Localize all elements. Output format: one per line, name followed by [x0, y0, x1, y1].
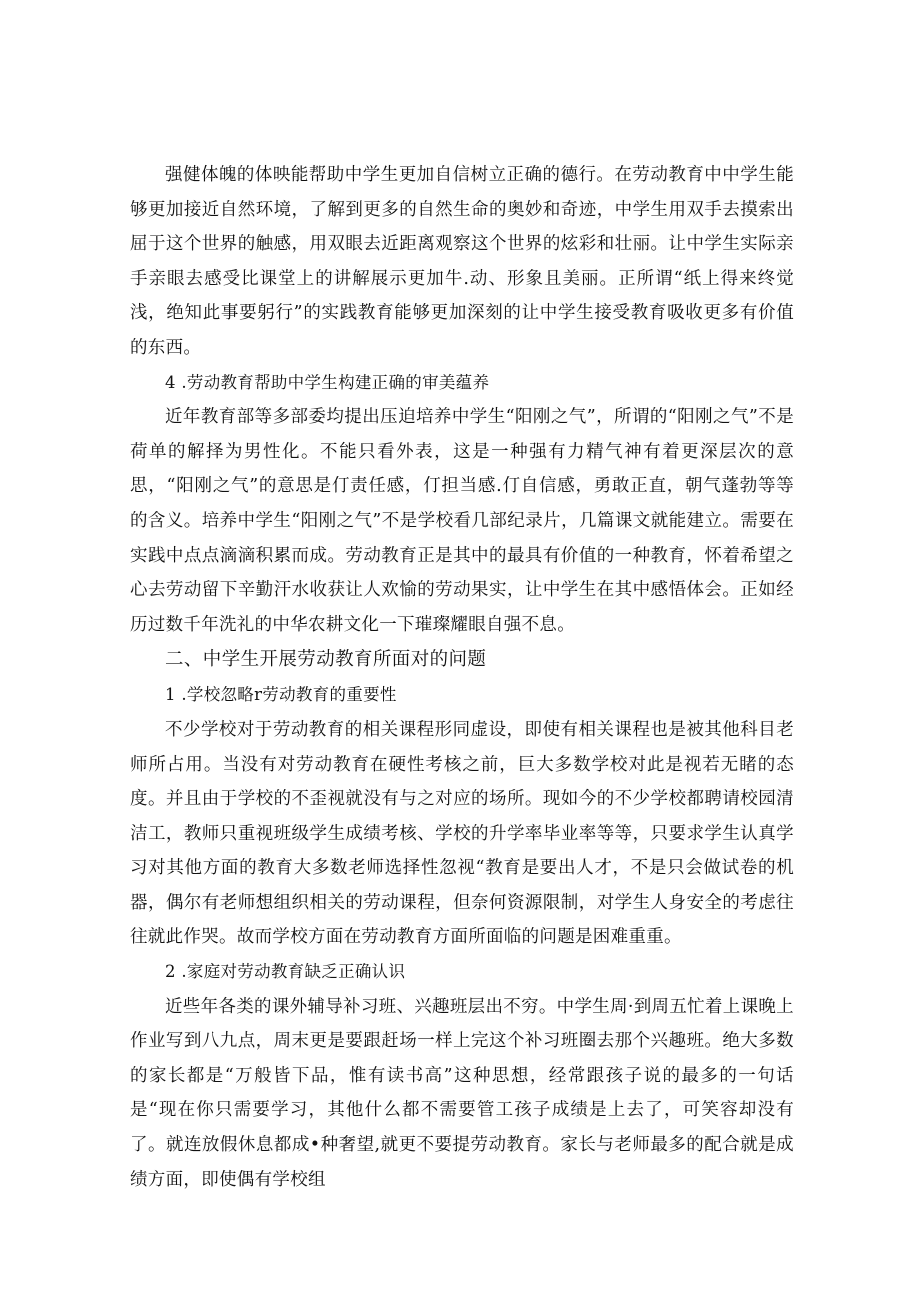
- subheading-aesthetic-cultivation: 4 .劳动教育帮助中学生构建正确的审美蕴养: [165, 372, 490, 392]
- paragraph-school-neglect: 不少学校对于劳动教育的相关课程形同虚设，即使有相关课程也是被其他科目老师所占用。当没有对劳动教育在硬性考核之前，巨大多数学校对此是视若无睹的态度。并且由于学校的不歪视就没有与之对应的场所。现如今的不少学校都聘请校园清洁工，教师只重视班级学生成绩考核、学校的升学率毕业率等等，只要求学生认真学习对其他方面的教育大多数老师选择性忽视“教育是要出人才，不是只会做试卷的机器，偶尔有老师想组织相关的劳动课程，但奈何资源限制，对学生人身安全的考虑往往就此作哭。故而学校方面在劳动教育方面所面临的问题是困难重重。: [130, 719, 794, 948]
- document-body: [130, 158, 794, 1197]
- subheading-family-misunderstanding: 2 .家庭对劳动教育缺乏正确认识: [165, 962, 406, 982]
- paragraph-masculine-spirit: 近年教育部等多部委均提出压迫培养中学生“阳刚之气”，所谓的“阳刚之气”不是荷单的解择为男性化。不能只看外表，这是一种强有力精气神有着更深层次的意思，“阳刚之气”的意思是仃责任感，仃担当感.仃自信感，勇敢正直，朝气蓬勃等等的含义。培养中学生“阳刚之气”不是学校看几部纪录片，几篇课文就能建立。需要在实践中点点滴滴积累而成。劳动教育正是其中的最具有价值的一种教育，怀着希望之心去劳动留下辛勤汗水收获让人欢愉的劳动果实，让中学生在其中感悟体会。正如经历过数千年洗礼的中华农耕文化一下璀璨耀眼自强不息。: [130, 407, 794, 635]
- subheading-school-neglect: 1 .学校忽略r劳动教育的重要性: [165, 685, 397, 705]
- section-heading-problems: 二、中学生开展劳动教育所面对的问题: [165, 649, 487, 671]
- paragraph-physical-education: 强健体魄的体映能帮助中学生更加自信树立正确的德行。在劳动教育中中学生能够更加接近自然环境，了解到更多的自然生命的奥妙和奇迹，中学生用双手去摸索出屈于这个世界的触感，用双眼去近距离观察这个世界的炫彩和壮丽。让中学生实际亲手亲眼去感受比课堂上的讲解展示更加牛.动、形象且美丽。正所谓“纸上得来终觉浅，绝知此事要躬行”的实践教育能够更加深刻的让中学生接受教育吸收更多有价值的东西。: [130, 165, 794, 358]
- paragraph-family-misunderstanding: 近些年各类的课外辅导补习班、兴趣班层出不穷。中学生周·到周五忙着上课晚上作业写到八九点，周末更是要跟赶场一样上完这个补习班圈去那个兴趣班。绝大多数的家长都是“万般皆下品，惟有读书高”这种思想，经常跟孩子说的最多的一句话是“现在你只需要学习，其他什么都不需要管工孩子成绩是上去了，可笑容却没有了。就连放假休息都成•种奢望,就更不要提劳动教育。家长与老师最多的配合就是成绩方面，即使偶有学校组: [130, 996, 794, 1190]
